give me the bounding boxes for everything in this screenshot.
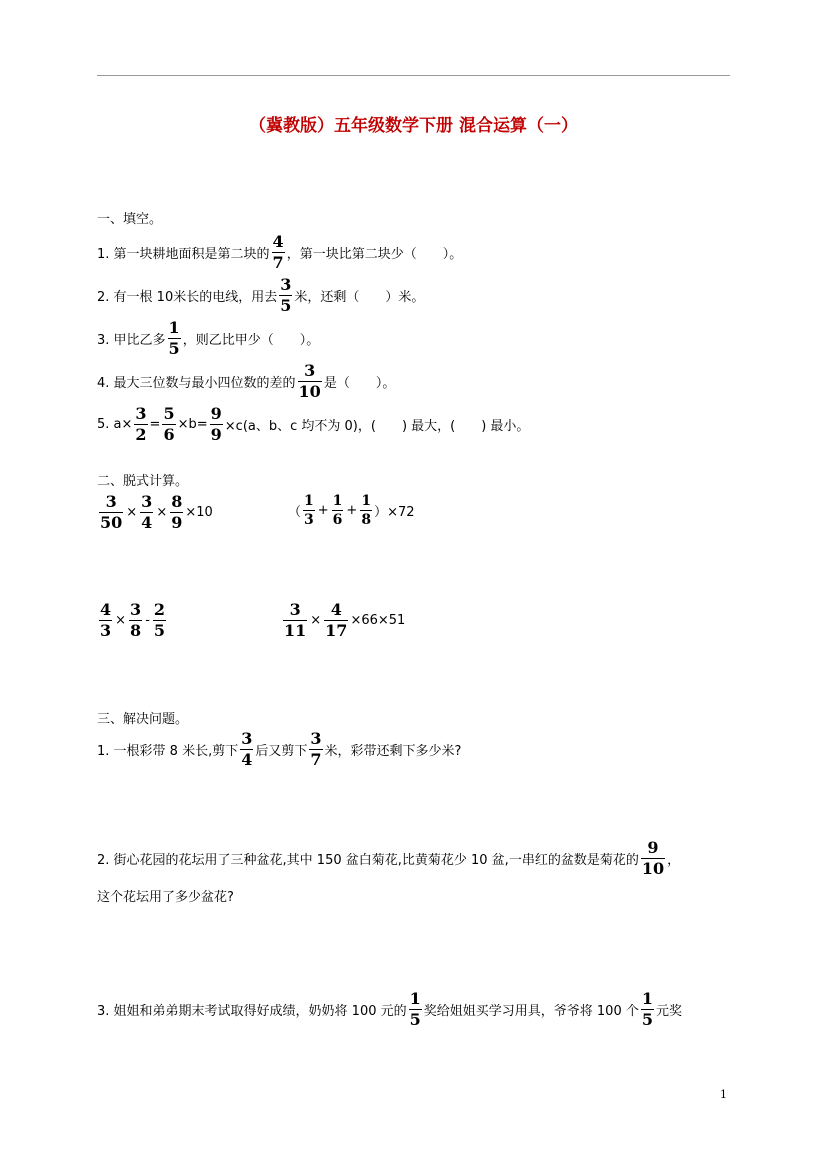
q5-fraction-1 — [134, 406, 147, 443]
p3-post: 元奖 — [655, 1004, 682, 1019]
p1-fraction-2 — [309, 731, 322, 768]
expr1-fraction-2 — [140, 494, 153, 531]
q5-fraction-2 — [162, 406, 175, 443]
q3-fraction — [168, 320, 181, 357]
expr2-fraction-1 — [303, 494, 315, 527]
denominator: 6 — [163, 425, 175, 444]
numerator: 4 — [100, 600, 112, 619]
denominator: 10 — [641, 859, 665, 878]
problem-3 — [97, 991, 682, 1028]
numerator: 3 — [310, 729, 322, 748]
q3-post: ，则乙比甲少（ ）。 — [182, 333, 320, 348]
denominator: 7 — [272, 253, 284, 272]
denominator: 4 — [241, 750, 253, 769]
q2 — [97, 277, 424, 314]
numerator: 3 — [135, 404, 147, 423]
numerator: 1 — [304, 493, 314, 509]
denominator: 3 — [304, 512, 314, 528]
page-title: （冀教版）五年级数学下册 混合运算（一） — [249, 116, 578, 136]
p3-fraction-2 — [641, 991, 654, 1028]
expr3-fraction-3 — [153, 602, 166, 639]
numerator: 1 — [332, 493, 343, 509]
operator: × — [115, 613, 127, 628]
denominator: 10 — [298, 382, 321, 401]
denominator: 8 — [130, 621, 142, 640]
expr3-fraction-2 — [129, 602, 142, 639]
numerator: 3 — [105, 492, 117, 511]
q5-post: ×c(a、b、c 均不为 0)，( ) 最大，( ) 最小。 — [224, 419, 530, 434]
section2-heading: 二、脱式计算。 — [97, 474, 189, 489]
q5-mid-2: ×b= — [177, 417, 208, 432]
expr1-post: ×10 — [185, 505, 213, 520]
expr2-post: ）×72 — [374, 505, 415, 520]
numerator: 5 — [163, 404, 175, 423]
q4-fraction — [298, 363, 322, 400]
expr2-fraction-3 — [360, 494, 372, 527]
denominator: 2 — [135, 425, 147, 444]
denominator: 50 — [100, 513, 123, 532]
numerator: 4 — [330, 600, 342, 619]
problem-2-line2: 这个花坛用了多少盆花? — [97, 890, 234, 905]
q1-fraction — [272, 234, 285, 271]
q3 — [97, 320, 319, 357]
expr-4 — [281, 602, 405, 639]
numerator: 3 — [130, 600, 142, 619]
denominator: 9 — [210, 425, 222, 444]
q2-fraction — [279, 277, 292, 314]
numerator: 1 — [361, 493, 372, 509]
denominator: 6 — [332, 512, 343, 528]
numerator: 4 — [272, 232, 284, 251]
numerator: 3 — [289, 600, 301, 619]
numerator: 1 — [168, 318, 180, 337]
q1-post: ，第一块比第二块少（ ）。 — [286, 247, 463, 262]
numerator: 9 — [647, 838, 659, 857]
operator: × — [156, 505, 168, 520]
problem-2 — [97, 840, 680, 877]
operator: - — [145, 613, 150, 628]
numerator: 2 — [153, 600, 166, 619]
p1-mid: 后又剪下 — [255, 744, 308, 759]
q1-pre: 1. 第一块耕地面积是第二块的 — [97, 247, 270, 262]
numerator: 3 — [280, 275, 292, 294]
q1 — [97, 234, 462, 271]
expr2-pre: （ — [288, 505, 302, 520]
q5-pre: 5. a× — [97, 417, 133, 432]
q3-pre: 3. 甲比乙多 — [97, 333, 166, 348]
p1-post: 米，彩带还剩下多少米? — [324, 744, 462, 759]
section1-heading: 一、填空。 — [97, 212, 163, 227]
expr-2 — [288, 494, 415, 527]
p2-fraction — [641, 840, 665, 877]
q2-pre: 2. 有一根 10米长的电线，用去 — [97, 290, 278, 305]
denominator: 5 — [409, 1010, 421, 1029]
expr1-fraction-1 — [99, 494, 123, 531]
numerator: 1 — [409, 989, 421, 1008]
expr1-fraction-3 — [170, 494, 183, 531]
numerator: 8 — [171, 492, 183, 511]
operator: + — [317, 503, 329, 518]
numerator: 3 — [304, 361, 316, 380]
p2-pre: 2. 街心花园的花坛用了三种盆花,其中 150 盆白菊花,比黄菊花少 10 盆,一串红的盆数是菊花的 — [97, 853, 639, 868]
page-number: 1 — [720, 1088, 727, 1101]
expr-1 — [97, 494, 213, 531]
denominator: 5 — [168, 339, 180, 358]
expr3-fraction-1 — [99, 602, 112, 639]
expr4-fraction-2 — [324, 602, 348, 639]
expr-3 — [97, 602, 168, 639]
denominator: 8 — [361, 512, 372, 528]
denominator: 4 — [141, 513, 153, 532]
denominator: 5 — [280, 296, 292, 315]
section3-heading: 三、解决问题。 — [97, 712, 189, 727]
numerator: 1 — [641, 989, 653, 1008]
q4 — [97, 363, 395, 400]
expr4-post: ×66×51 — [350, 613, 406, 628]
q4-pre: 4. 最大三位数与最小四位数的差的 — [97, 376, 296, 391]
p1-pre: 1. 一根彩带 8 米长,剪下 — [97, 744, 239, 759]
numerator: 3 — [141, 492, 153, 511]
operator: × — [126, 505, 138, 520]
expr2-fraction-2 — [332, 494, 344, 527]
denominator: 7 — [310, 750, 322, 769]
denominator: 5 — [641, 1010, 653, 1029]
q5-mid-1: = — [149, 417, 161, 432]
denominator: 11 — [284, 621, 307, 640]
q4-post: 是（ ）。 — [323, 376, 396, 391]
denominator: 17 — [325, 621, 348, 640]
p2-post: ， — [667, 853, 681, 868]
p3-fraction-1 — [409, 991, 422, 1028]
q5-fraction-3 — [210, 406, 223, 443]
operator: × — [310, 613, 322, 628]
operator: + — [346, 503, 358, 518]
problem-1 — [97, 731, 461, 768]
q2-post: 米，还剩（ ）米。 — [294, 290, 425, 305]
numerator: 9 — [210, 404, 222, 423]
p1-fraction-1 — [240, 731, 253, 768]
denominator: 3 — [100, 621, 112, 640]
p3-mid: 奖给姐姐买学习用具，爷爷将 100 个 — [423, 1004, 639, 1019]
denominator: 9 — [171, 513, 183, 532]
q5 — [97, 406, 529, 443]
denominator: 5 — [153, 621, 166, 640]
expr4-fraction-1 — [283, 602, 307, 639]
header-rule — [97, 75, 730, 76]
p3-pre: 3. 姐姐和弟弟期末考试取得好成绩，奶奶将 100 元的 — [97, 1004, 407, 1019]
numerator: 3 — [241, 729, 253, 748]
